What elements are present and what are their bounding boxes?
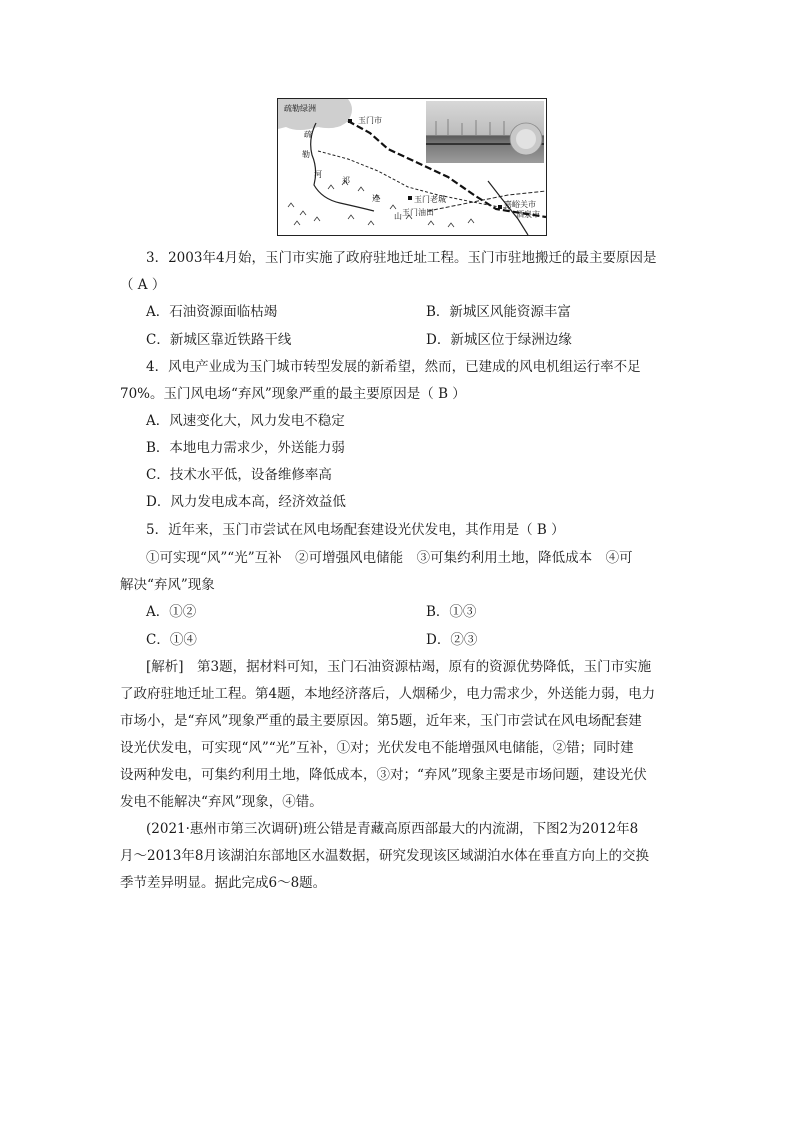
label-jiuquan: 酒泉市 bbox=[516, 210, 540, 219]
old-city-marker bbox=[408, 196, 412, 200]
intro-line-3: 季节差异明显。据此完成6～8题。 bbox=[120, 875, 327, 891]
q5-items-2: 解决“弃风”现象 bbox=[120, 577, 215, 593]
analysis-line-1: [解析] 第3题，据材料可知，玉门石油资源枯竭，原有的资源优势降低，玉门市实施 bbox=[146, 659, 652, 675]
q3-stem: 3．2003年4月始，玉门市实施了政府驻地迁址工程。玉门市驻地搬迁的最主要原因是 bbox=[146, 250, 657, 266]
wind-farm-photo bbox=[426, 101, 544, 163]
q4-option-a: A．风速变化大，风力发电不稳定 bbox=[146, 413, 345, 429]
q5-option-d: D．②③ bbox=[426, 632, 478, 648]
label-old-city: 玉门老城 bbox=[414, 195, 446, 204]
q3-option-d: D．新城区位于绿洲边缘 bbox=[426, 332, 572, 348]
label-river-3: 河 bbox=[314, 170, 322, 179]
label-river-2: 勒 bbox=[302, 150, 310, 159]
q3-option-b: B．新城区风能资源丰富 bbox=[426, 304, 571, 320]
intro-line-1: (2021·惠州市第三次调研)班公错是青藏高原西部最大的内流湖，下图2为2012年8 bbox=[146, 821, 639, 837]
q4-stem-2: 70%。玉门风电场“弃风”现象严重的最主要原因是（ B ） bbox=[120, 386, 466, 402]
intro-line-2: 月～2013年8月该湖泊东部地区水温数据，研究发现该区域湖泊水体在垂直方向上的交换 bbox=[120, 848, 649, 864]
yumen-city-marker bbox=[348, 119, 352, 123]
analysis-line-6: 发电不能解决“弃风”现象，④错。 bbox=[120, 794, 323, 810]
analysis-line-5: 设两种发电，可集约利用土地，降低成本，③对；“弃风”现象主要是市场问题，建设光伏 bbox=[120, 767, 647, 783]
analysis-line-4: 设光伏发电，可实现“风”“光”互补，①对；光伏发电不能增强风电储能，②错；同时建 bbox=[120, 740, 634, 756]
map-figure bbox=[277, 98, 547, 236]
q4-stem-1: 4．风电产业成为玉门城市转型发展的新希望，然而，已建成的风电机组运行率不足 bbox=[146, 359, 641, 375]
q4-option-c: C．技术水平低，设备维修率高 bbox=[146, 467, 332, 483]
q3-option-a: A．石油资源面临枯竭 bbox=[146, 304, 278, 320]
q5-stem: 5．近年来，玉门市尝试在风电场配套建设光伏发电，其作用是（ B ） bbox=[146, 522, 565, 538]
q3-option-c: C．新城区靠近铁路干线 bbox=[146, 332, 292, 348]
analysis-line-3: 市场小，是“弃风”现象严重的最主要原因。第5题，近年来，玉门市尝试在风电场配套建 bbox=[120, 713, 642, 729]
q4-option-b: B．本地电力需求少，外送能力弱 bbox=[146, 440, 345, 456]
label-oilfield: 玉门油田 bbox=[402, 208, 434, 217]
q5-option-c: C．①④ bbox=[146, 632, 197, 648]
label-mountain-3: 山 bbox=[394, 212, 402, 221]
jiayuguan-marker bbox=[498, 205, 502, 209]
label-river-1: 疏 bbox=[304, 130, 312, 139]
label-oasis: 疏勒绿洲 bbox=[284, 104, 316, 113]
label-yumen-city: 玉门市 bbox=[358, 116, 382, 125]
river-line bbox=[311, 123, 374, 211]
q3-answer: （ A ） bbox=[120, 277, 166, 293]
label-jiayuguan: 嘉峪关市 bbox=[504, 200, 536, 209]
analysis-line-2: 了政府驻地迁址工程。第4题，本地经济落后，人烟稀少，电力需求少，外送能力弱，电力 bbox=[120, 686, 656, 702]
label-mountain-1: 祁 bbox=[342, 176, 350, 185]
q4-option-d: D．风力发电成本高，经济效益低 bbox=[146, 494, 346, 510]
label-mountain-2: 连 bbox=[372, 194, 380, 203]
q5-option-b: B．①③ bbox=[426, 604, 477, 620]
wind-turbines bbox=[426, 101, 544, 163]
q5-option-a: A．①② bbox=[146, 604, 197, 620]
q5-items-1: ①可实现“风”“光”互补 ②可增强风电储能 ③可集约利用土地，降低成本 ④可 bbox=[146, 550, 633, 566]
